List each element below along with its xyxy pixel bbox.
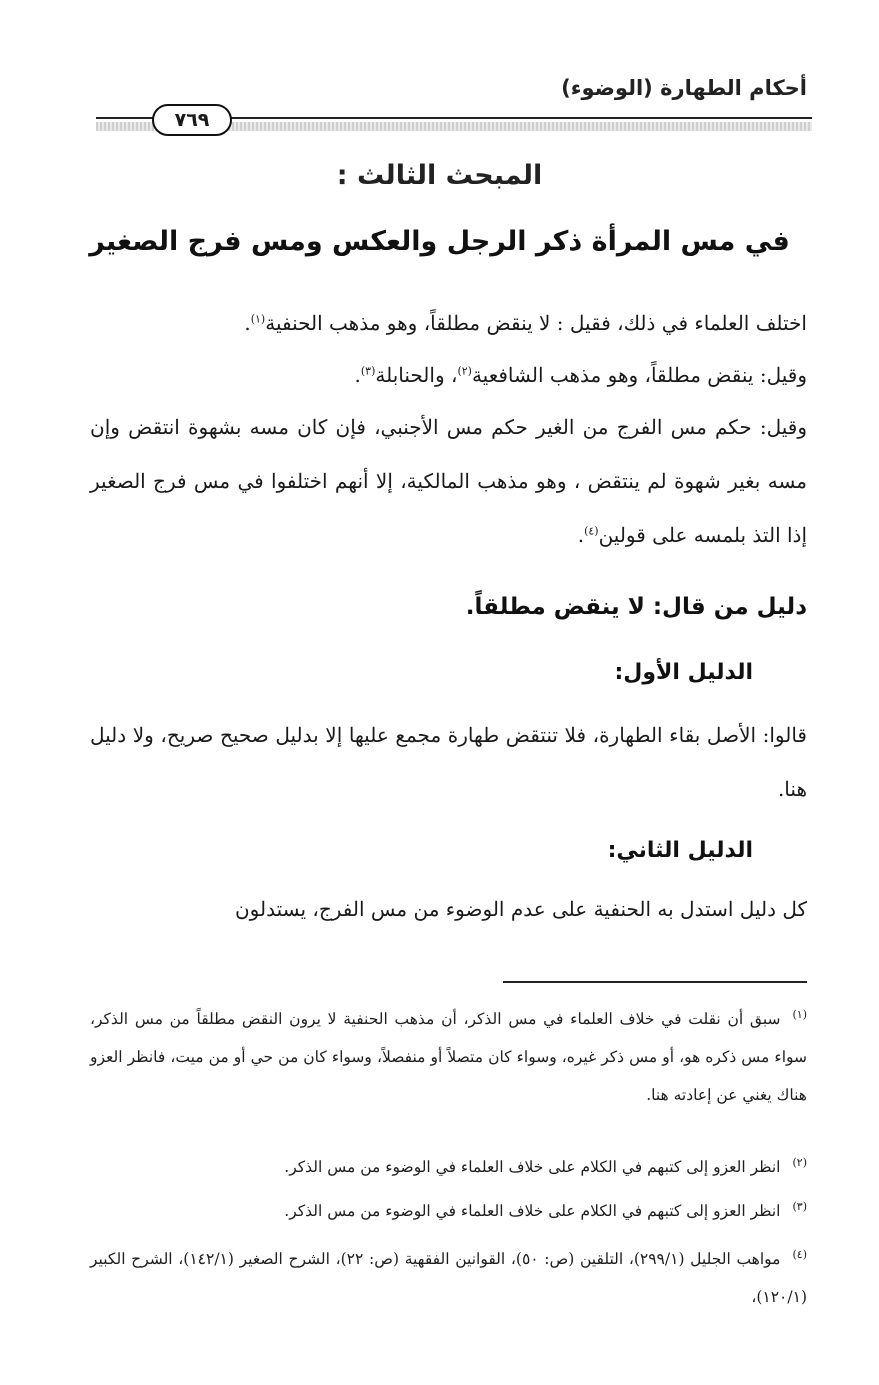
footnote-1	[90, 1000, 807, 1114]
footnote-2	[90, 1148, 807, 1186]
paragraph-tail: .	[354, 363, 361, 387]
footnote-ref: (٤)	[584, 524, 599, 538]
footnote-ref: (٣)	[360, 364, 376, 378]
evidence-heading: دليل من قال: لا ينقض مطلقاً.	[465, 594, 807, 620]
second-evidence-heading: الدليل الثاني:	[607, 838, 753, 863]
footnote-text: سبق أن نقلت في خلاف العلماء في مس الذكر، أن مذهب الحنفية لا يرون النقض مطلقاً من مس الذكر، سواء مس ذكره هو، أو مس ذكر غيره، وسواء كان متصلاً أو منفصلاً، وسواء كان من حي أو من ميت، فانظر العزو هناك يغني عن إعادته هنا.	[90, 1010, 807, 1104]
footnote-text: مواهب الجليل (٢٩٩/١)، التلقين (ص: ٥٠)، القوانين الفقهية (ص: ٢٢)، الشرح الصغير (١٤٢/١)، الشرح الكبير (١٢٠/١)،	[90, 1250, 807, 1306]
footnote-ref: (١)	[250, 312, 266, 326]
footnote-number: (٣)	[792, 1199, 807, 1213]
paragraph-hanafi-view	[90, 296, 807, 350]
footnote-text: انظر العزو إلى كتبهم في الكلام على خلاف العلماء في الوضوء من مس الذكر.	[284, 1158, 781, 1176]
paragraph-shafii-view	[90, 348, 807, 402]
paragraph-mid: ، والحنابلة	[375, 363, 458, 387]
header-rule	[96, 104, 812, 134]
section-title-heading: في مس المرأة ذكر الرجل والعكس ومس فرج الصغير	[89, 226, 790, 257]
first-evidence-heading: الدليل الأول:	[614, 660, 753, 685]
paragraph-tail: .	[577, 523, 585, 547]
first-evidence-text: قالوا: الأصل بقاء الطهارة، فلا تنتقض طهارة مجمع عليها إلا بدليل صحيح صريح، ولا دليل هنا.	[90, 723, 807, 801]
section-number-heading: المبحث الثالث :	[336, 160, 543, 191]
second-evidence-text: كل دليل استدل به الحنفية على عدم الوضوء من مس الفرج، يستدلون	[234, 897, 807, 921]
paragraph-text: وقيل: حكم مس الفرج من الغير حكم مس الأجنبي، فإن كان مسه بشهوة انتقض وإن مسه بغير شهوة لم ينتقض ، وهو مذهب المالكية، إلا أنهم اختلفوا في مس فرج الصغير إذا التذ بلمسه على قولين	[90, 415, 807, 547]
footnote-separator	[503, 981, 807, 983]
footnote-number: (١)	[792, 1007, 807, 1021]
footnote-number: (٤)	[792, 1247, 807, 1261]
paragraph-tail: .	[244, 311, 251, 335]
footnote-3	[90, 1192, 807, 1230]
running-title: أحكام الطهارة (الوضوء)	[561, 76, 807, 100]
footnote-number: (٢)	[792, 1155, 807, 1169]
paragraph-text: اختلف العلماء في ذلك، فقيل : لا ينقض مطلقاً، وهو مذهب الحنفية	[265, 311, 807, 335]
footnote-4	[90, 1240, 807, 1316]
footnote-text: انظر العزو إلى كتبهم في الكلام على خلاف العلماء في الوضوء من مس الذكر.	[284, 1202, 781, 1220]
footnote-ref: (٢)	[457, 364, 472, 378]
page-number-badge: ٧٦٩	[152, 104, 232, 136]
paragraph-text: وقيل: ينقض مطلقاً، وهو مذهب الشافعية	[471, 363, 807, 387]
paragraph-maliki-view	[90, 400, 807, 562]
